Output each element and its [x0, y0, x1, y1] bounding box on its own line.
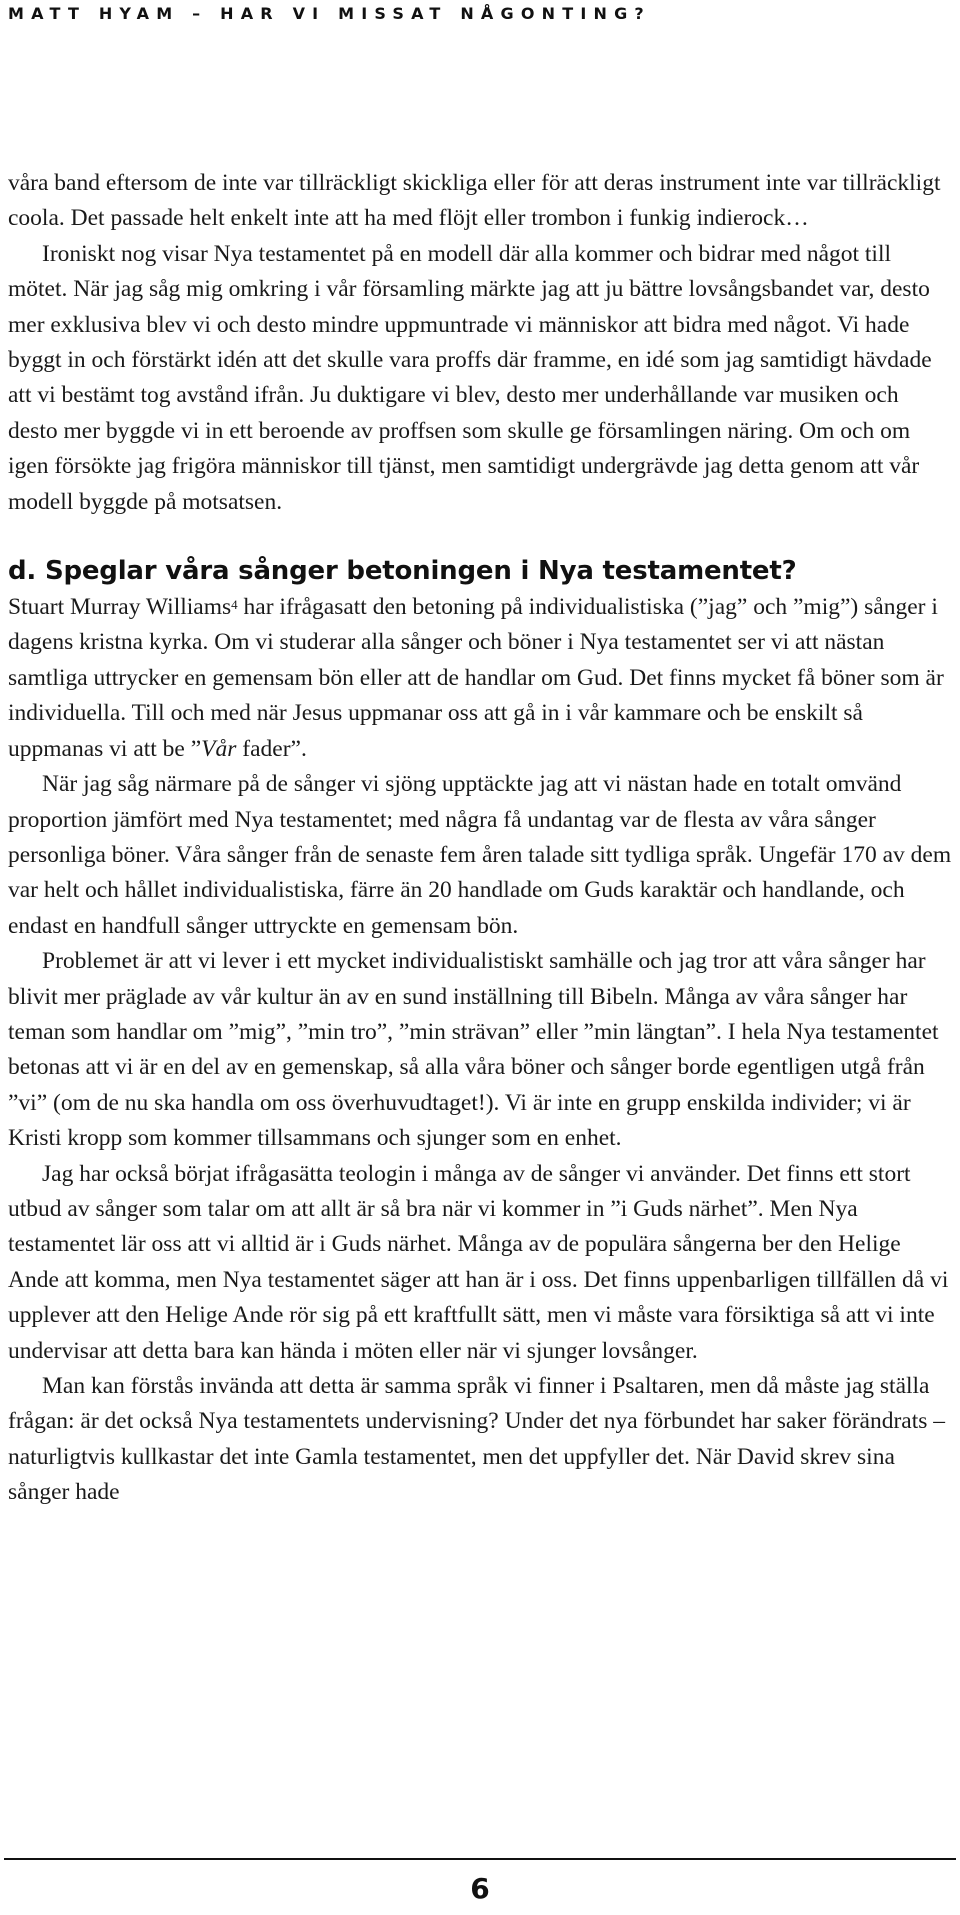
section-heading: d. Speglar våra sånger betoningen i Nya testamentet? — [8, 556, 797, 587]
paragraph: Problemet är att vi lever i ett mycket individualistiskt samhälle och jag tror att våra sånger har blivit mer präglade av vår kultur än av en sund inställning till Bibeln. Många av våra sånger har teman som handlar om ”mig”, ”min tro”, ”min strävan” eller ”min längtan”. I hela Nya testamentet betonas att vi är en del av en gemenskap, så alla våra böner och sånger borde egentligen utgå från ”vi” (om de nu ska handla om oss överhuvudtaget!). Vi är inte en grupp enskilda individer; vi är Kristi kropp som kommer tillsammans och sjunger som en enhet. — [8, 948, 939, 1152]
emphasized-text: Vår — [201, 735, 237, 762]
page-body — [8, 166, 952, 1511]
paragraph-text: fader”. — [236, 735, 307, 762]
paragraph-text: har ifrågasatt den betoning på individualistiska (”jag” och ”mig”) sånger i dagens kristna kyrka. Om vi studerar alla sånger och böner i Nya testamentet ser vi att nästan samtliga uttrycker en gemensam bön eller att de handlar om Gud. Det finns mycket få böner som är individuella. Till och med när Jesus uppmanar oss att gå in i vår kammare och be enskilt så uppmanas vi att be ” — [8, 594, 944, 762]
paragraph: Man kan förstås invända att detta är samma språk vi finner i Psaltaren, men då måste jag ställa frågan: är det också Nya testamentets undervisning? Under det nya förbundet har saker förändrats – naturligtvis kullkastar det inte Gamla testamentet, men det uppfyller det. När David skrev sina sånger hade — [8, 1373, 946, 1506]
paragraph-text: Stuart Murray Williams — [8, 594, 232, 621]
paragraph: När jag såg närmare på de sånger vi sjöng upptäckte jag att vi nästan hade en totalt omvänd proportion jämfört med Nya testamentet; med några få undantag var de flesta av våra sånger personliga böner. Våra sånger från de senaste fem åren talade sitt tydliga språk. Ungefär 170 av dem var helt och hållet individualistiska, färre än 20 handlade om Guds karaktär och handlande, och endast en handfull sånger uttryckte en gemensam bön. — [8, 771, 952, 939]
paragraph — [8, 590, 952, 767]
paragraph: Ironiskt nog visar Nya testamentet på en modell där alla kommer och bidrar med något till mötet. När jag såg mig omkring i vår församling märkte jag att ju bättre lovsångsbandet var, desto mer exklusiva blev vi och desto mindre uppmuntrade vi människor att bidra med något. Vi hade byggt in och förstärkt idén att det skulle vara proffs där framme, en idé som jag samtidigt hävdade att vi bestämt tog avstånd ifrån. Ju duktigare vi blev, desto mer underhållande var musiken och desto mer byggde vi in ett beroende av proffsen som skulle ge församlingen näring. Om och om igen försökte jag frigöra människor till tjänst, men samtidigt undergrävde jag detta genom att vår modell byggde på motsatsen. — [8, 240, 932, 515]
footer-divider — [4, 1858, 956, 1860]
paragraph-continued: våra band eftersom de inte var tillräckligt skickliga eller för att deras instrument inte var tillräckligt coola. Det passade helt enkelt inte att ha med flöjt eller trombon i funkig indierock… — [8, 170, 941, 232]
paragraph: Jag har också börjat ifrågasätta teologin i många av de sånger vi använder. Det finns ett stort utbud av sånger som talar om att allt är så bra när vi kommer in ”i Guds närhet”. Men Nya testamentet lär oss att vi alltid är i Guds närhet. Många av de populära sångerna ber den Helige Ande att komma, men Nya testamentet säger att han är i oss. Det finns uppenbarligen tillfällen då vi upplever att den Helige Ande rör sig på ett kraftfullt sätt, men vi måste vara försiktiga så att vi inte undervisar att detta bara kan hända i möten eller när vi sjunger lovsånger. — [8, 1160, 949, 1364]
running-header: MATT HYAM – HAR VI MISSAT NÅGONTING? — [8, 4, 651, 23]
footnote-reference: 4 — [231, 597, 238, 613]
page-number: 6 — [470, 1872, 490, 1905]
